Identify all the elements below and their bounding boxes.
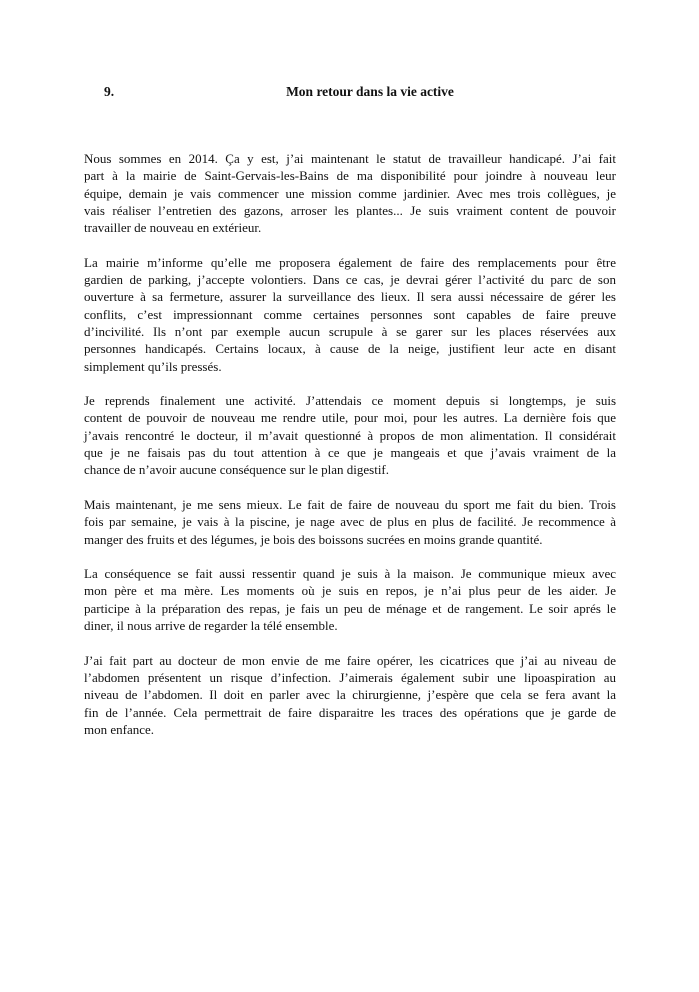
- text-line: La mairie m’informe qu’elle me proposera également de faire des remplacements pour être: [84, 254, 616, 270]
- text-line: personnes handicapés. Certains locaux, à cause de la neige, justifient leur acte en disant: [84, 341, 616, 357]
- paragraph: [84, 496, 616, 548]
- text-line: travailler de nouveau en extérieur.: [84, 220, 262, 236]
- text-line: simplement qu’ils pressés.: [84, 358, 222, 374]
- text-line: que je ne faisais pas du tout attention à ce que je mangeais et que j’avais vraiment de la: [84, 445, 616, 461]
- text-line: fin de l’année. Cela permettrait de faire disparaitre les traces des opérations que je garde de: [84, 704, 616, 720]
- text-line: équipe, demain je vais commencer une mission comme jardinier. Avec mes trois collègues, je: [84, 185, 616, 201]
- text-line: d’incivilité. Ils n’ont par exemple aucun scrupule à se garer sur les places réservées aux: [84, 323, 616, 339]
- text-line: mon père et ma mère. Les moments où je suis en repos, je n’ai plus peur de les aider. Je: [84, 583, 616, 599]
- text-line: conflits, c’est impressionnant comme certaines personnes sont capables de faire preuve: [84, 306, 616, 322]
- paragraph: [84, 565, 616, 634]
- text-line: Mais maintenant, je me sens mieux. Le fait de faire de nouveau du sport me fait du bien. Trois: [84, 496, 616, 512]
- text-line: mon enfance.: [84, 721, 155, 737]
- chapter-number: 9.: [104, 84, 115, 99]
- text-line: content de pouvoir de nouveau me rendre utile, pour moi, pour les autres. La dernière fois que: [84, 410, 616, 426]
- text-line: J’ai fait part au docteur de mon envie de me faire opérer, les cicatrices que j’ai au niveau de: [84, 652, 616, 668]
- text-line: Je reprends finalement une activité. J’attendais ce moment depuis si longtemps, je suis: [84, 393, 616, 409]
- paragraph: [84, 254, 616, 375]
- text-line: Nous sommes en 2014. Ça y est, j’ai maintenant le statut de travailleur handicapé. J’ai fait: [84, 151, 616, 166]
- text-line: participe à la préparation des repas, je fais un peu de ménage et de rangement. Le soir aprés le: [84, 600, 616, 616]
- paragraph: [84, 392, 616, 478]
- chapter-title: Mon retour dans la vie active: [286, 84, 454, 99]
- text-line: j’avais rencontré le docteur, il m’avait questionné à propos de mon alimentation. Il considérait: [84, 427, 616, 443]
- text-line: ouverture à sa fermeture, assurer la surveillance des lieux. Il sera aussi nécessaire de gérer les: [84, 289, 616, 305]
- text-line: fois par semaine, je vais à la piscine, je nage avec de plus en plus de facilité. Je recommence à: [84, 514, 616, 530]
- paragraph: [84, 652, 616, 738]
- text-line: niveau de l’abdomen. Il doit en parler avec la chirurgienne, j’espère que cela se fera avant la: [84, 687, 616, 703]
- text-line: gardien de parking, j’accepte volontiers. Dans ce cas, je devrai gérer l’activité du parc de son: [84, 272, 616, 288]
- document-body: [84, 150, 616, 755]
- paragraph: [84, 150, 616, 236]
- text-line: manger des fruits et des légumes, je bois des boissons sucrées en moins grande quantité.: [84, 531, 543, 547]
- text-line: La conséquence se fait aussi ressentir quand je suis à la maison. Je communique mieux avec: [84, 566, 616, 582]
- text-line: diner, il nous arrive de regarder la télé ensemble.: [84, 618, 338, 634]
- text-line: l’abdomen présentent un risque d’infection. J’aimerais également subir une lipoaspiration au: [84, 669, 616, 685]
- text-line: part à la mairie de Saint-Gervais-les-Bains de ma disponibilité pour joindre à nouveau leur: [84, 168, 616, 184]
- text-line: chance de n’avoir aucune conséquence sur le plan digestif.: [84, 462, 390, 478]
- text-line: vais réaliser l’entretien des gazons, arroser les plantes... Je suis vraiment content de pouvoir: [84, 202, 616, 218]
